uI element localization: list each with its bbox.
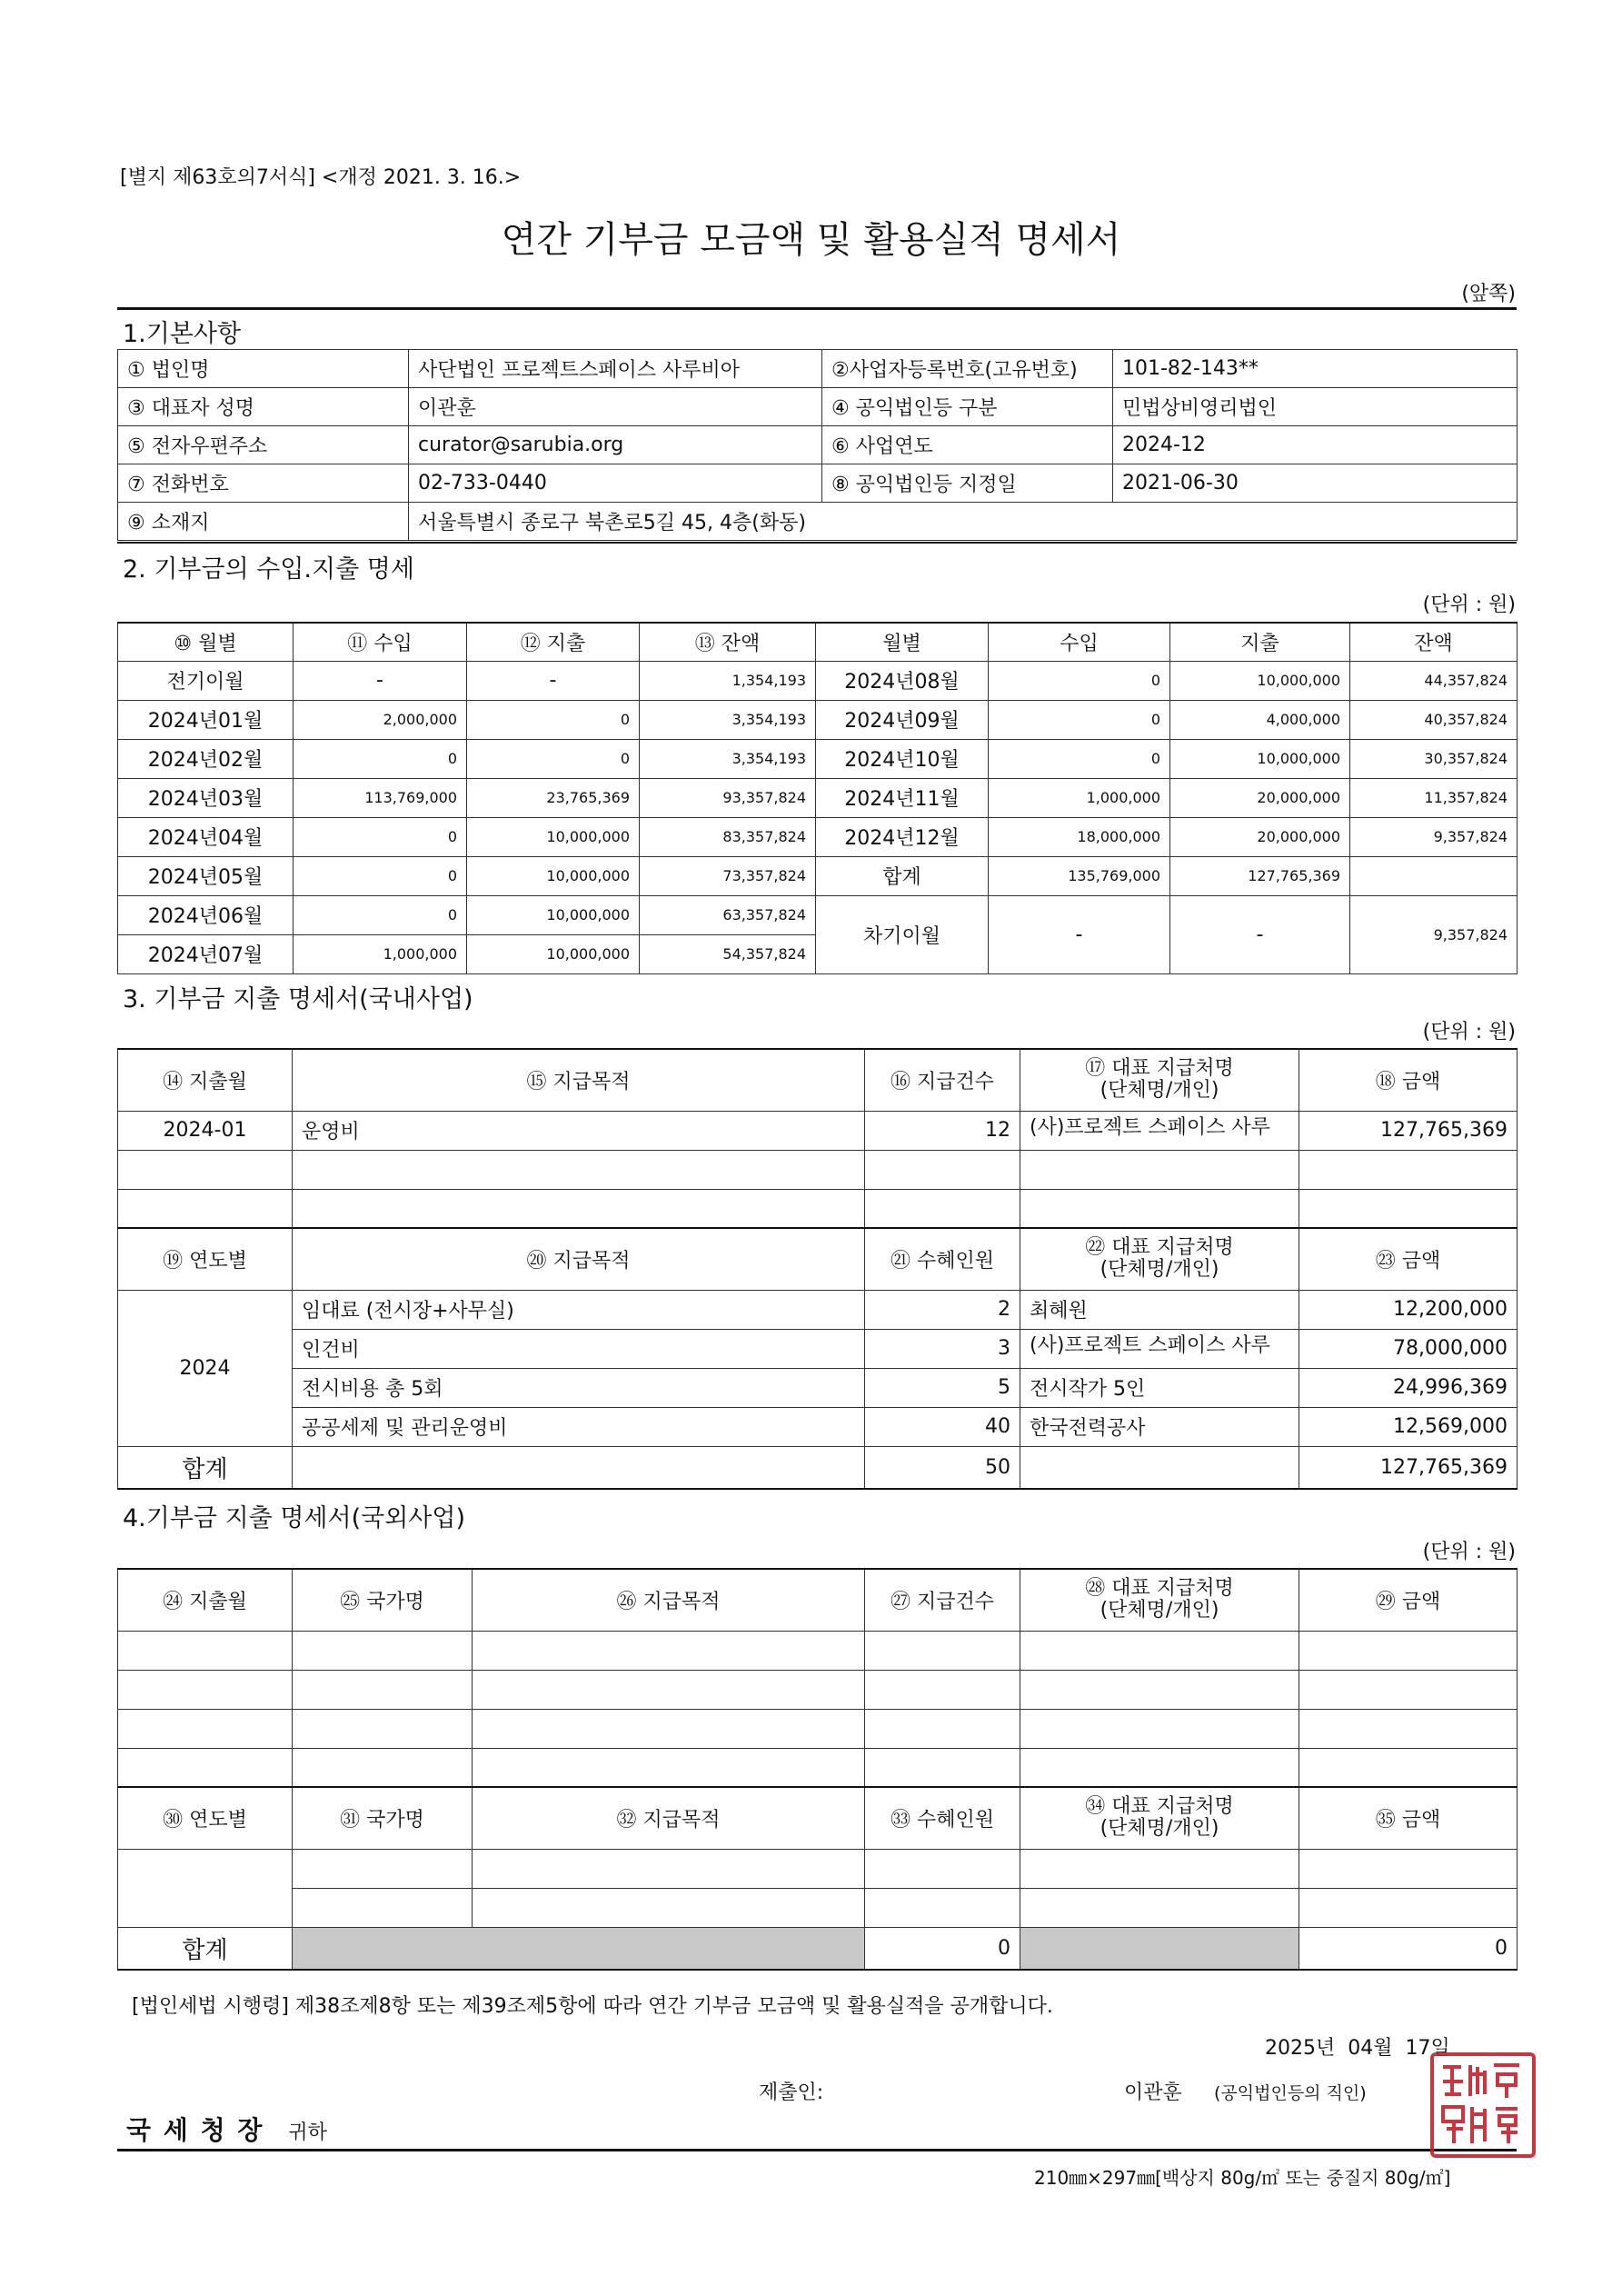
header-purpose: ⑮ 지급목적	[293, 1049, 865, 1111]
month-cell: 2024년03월	[118, 778, 294, 817]
total-label: 합계	[816, 856, 989, 895]
value-biz-no: 101-82-143**	[1113, 350, 1518, 388]
header-purpose: ㉖ 지급목적	[473, 1569, 865, 1631]
section3-title: 3. 기부금 지출 명세서(국내사업)	[123, 985, 473, 1013]
balance-cell: 73,357,824	[640, 856, 816, 895]
section1-title: 1.기본사항	[123, 320, 242, 348]
year-cell: 2024	[118, 1290, 293, 1446]
addressee-suffix: 귀하	[288, 2121, 327, 2144]
total-amount: 0	[1299, 1927, 1518, 1970]
page-side: (앞쪽)	[1461, 283, 1516, 305]
expense-cell: 10,000,000	[467, 934, 640, 973]
income-cell: 0	[294, 817, 467, 856]
income-cell: 0	[294, 895, 467, 934]
paper-spec: 210㎜×297㎜[백상지 80g/㎡ 또는 중질지 80g/㎡]	[1034, 2167, 1451, 2189]
recipient-cell: 최혜원	[1020, 1290, 1299, 1329]
month-cell: 2024년04월	[118, 817, 294, 856]
balance-cell: 3,354,193	[640, 739, 816, 778]
header-purpose-b: ㉜ 지급목적	[473, 1787, 865, 1849]
month-cell: 2024년09월	[816, 700, 989, 739]
recipient-cell: (사)프로젝트 스페이스 사루	[1020, 1329, 1299, 1368]
purpose-cell: 전시비용 총 5회	[293, 1368, 865, 1407]
income-cell: 0	[989, 739, 1170, 778]
header-recipient-line2: (단체명/개인)	[1100, 1079, 1219, 1103]
recipient-cell: (사)프로젝트 스페이스 사루	[1020, 1111, 1299, 1150]
amount-cell: 12,569,000	[1299, 1407, 1518, 1446]
amount-cell: 127,765,369	[1299, 1111, 1518, 1150]
expense-cell: 0	[467, 700, 640, 739]
carry-expense: -	[1170, 895, 1350, 973]
income-cell: 0	[989, 661, 1170, 700]
income-cell: 1,000,000	[294, 934, 467, 973]
expense-cell: 10,000,000	[1170, 739, 1350, 778]
expense-cell: 4,000,000	[1170, 700, 1350, 739]
header-month-2: 월별	[816, 623, 989, 661]
header-recipient-line1: ㉘ 대표 지급처명	[1085, 1577, 1234, 1601]
total-income: 135,769,000	[989, 856, 1170, 895]
month-cell: 2024년07월	[118, 934, 294, 973]
value-corp-type: 민법상비영리법인	[1113, 388, 1518, 426]
value-address: 서울특별시 종로구 북촌로5길 45, 4층(화동)	[409, 503, 1518, 541]
section2-unit: (단위 : 원)	[1422, 594, 1516, 616]
official-seal	[1430, 2052, 1536, 2158]
balance-cell: 9,357,824	[1350, 817, 1518, 856]
foreign-expense-table	[117, 1568, 1518, 1971]
income-cell: 0	[989, 700, 1170, 739]
beneficiaries-cell: 5	[865, 1368, 1020, 1407]
header-amount-b: ㉓ 금액	[1299, 1228, 1518, 1290]
total-amount: 127,765,369	[1299, 1446, 1518, 1489]
purpose-cell: 임대료 (전시장+사무실)	[293, 1290, 865, 1329]
header-recipient-b	[1020, 1787, 1299, 1849]
header-recipient-b-line2: (단체명/개인)	[1100, 1817, 1219, 1841]
header-count: ⑯ 지급건수	[865, 1049, 1020, 1111]
value-fiscal-year: 2024-12	[1113, 426, 1518, 464]
income-cell: 0	[294, 856, 467, 895]
balance-cell: 93,357,824	[640, 778, 816, 817]
section3-unit: (단위 : 원)	[1422, 1021, 1516, 1043]
header-recipient-b	[1020, 1228, 1299, 1290]
value-email: curator@sarubia.org	[409, 426, 822, 464]
header-beneficiaries: ㉝ 수혜인원	[865, 1787, 1020, 1849]
purpose-cell: 공공세제 및 관리운영비	[293, 1407, 865, 1446]
header-beneficiaries: ㉑ 수혜인원	[865, 1228, 1020, 1290]
beneficiaries-cell: 40	[865, 1407, 1020, 1446]
addressee	[126, 2111, 327, 2147]
carry-income: -	[989, 895, 1170, 973]
amount-cell: 78,000,000	[1299, 1329, 1518, 1368]
header-year: ⑲ 연도별	[118, 1228, 293, 1290]
value-phone: 02-733-0440	[409, 464, 822, 503]
header-country-b: ㉛ 국가명	[293, 1787, 473, 1849]
header-recipient-b-line2: (단체명/개인)	[1100, 1258, 1219, 1282]
value-designation-date: 2021-06-30	[1113, 464, 1518, 503]
beneficiaries-cell: 2	[865, 1290, 1020, 1329]
month-cell: 2024년12월	[816, 817, 989, 856]
month-cell: 전기이월	[118, 661, 294, 700]
income-cell: 2,000,000	[294, 700, 467, 739]
header-expense-2: 지출	[1170, 623, 1350, 661]
expense-cell: 10,000,000	[467, 817, 640, 856]
income-cell: 1,000,000	[989, 778, 1170, 817]
purpose-cell: 운영비	[293, 1111, 865, 1150]
gray-cell	[293, 1927, 865, 1970]
gray-cell	[1020, 1927, 1299, 1970]
income-cell: 0	[294, 739, 467, 778]
header-recipient-line2: (단체명/개인)	[1100, 1599, 1219, 1622]
income-cell: 18,000,000	[989, 817, 1170, 856]
carry-balance: 9,357,824	[1350, 895, 1518, 973]
header-amount-b: ㉟ 금액	[1299, 1787, 1518, 1849]
month-cell: 2024년02월	[118, 739, 294, 778]
month-cell: 2024년05월	[118, 856, 294, 895]
disclosure-statement: [법인세법 시행령] 제38조제8항 또는 제39조제5항에 따라 연간 기부금 모금액 및 활용실적을 공개합니다.	[132, 1995, 1053, 2018]
balance-cell: 44,357,824	[1350, 661, 1518, 700]
header-country: ㉕ 국가명	[293, 1569, 473, 1631]
section4-title: 4.기부금 지출 명세서(국외사업)	[123, 1504, 465, 1532]
value-rep-name: 이관훈	[409, 388, 822, 426]
submitter-name: 이관훈	[1124, 2081, 1182, 2104]
submitter-label: 제출인:	[759, 2081, 824, 2104]
label-biz-no: ②사업자등록번호(고유번호)	[822, 350, 1113, 388]
expense-cell: 20,000,000	[1170, 817, 1350, 856]
header-recipient-b-line1: ㉒ 대표 지급처명	[1085, 1236, 1234, 1260]
total-beneficiaries: 50	[865, 1446, 1020, 1489]
expense-cell: 10,000,000	[1170, 661, 1350, 700]
total-expense: 127,765,369	[1170, 856, 1350, 895]
addressee-name: 국 세 청 장	[126, 2115, 264, 2145]
count-cell: 12	[865, 1111, 1020, 1150]
expense-cell: 23,765,369	[467, 778, 640, 817]
income-expense-table	[117, 622, 1518, 974]
label-phone: ⑦ 전화번호	[118, 464, 409, 503]
month-cell: 2024년08월	[816, 661, 989, 700]
domestic-expense-table	[117, 1048, 1518, 1490]
header-recipient	[1020, 1049, 1299, 1111]
value-corp-name: 사단법인 프로젝트스페이스 사루비아	[409, 350, 822, 388]
recipient-cell: 전시작가 5인	[1020, 1368, 1299, 1407]
balance-cell: 40,357,824	[1350, 700, 1518, 739]
header-count: ㉗ 지급건수	[865, 1569, 1020, 1631]
beneficiaries-cell: 3	[865, 1329, 1020, 1368]
total-balance	[1350, 856, 1518, 895]
recipient-cell: 한국전력공사	[1020, 1407, 1299, 1446]
income-cell: 113,769,000	[294, 778, 467, 817]
header-expense-month: ⑭ 지출월	[118, 1049, 293, 1111]
label-email: ⑤ 전자우편주소	[118, 426, 409, 464]
header-balance-2: 잔액	[1350, 623, 1518, 661]
header-year: ㉚ 연도별	[118, 1787, 293, 1849]
expense-cell: -	[467, 661, 640, 700]
total-label: 합계	[118, 1927, 293, 1970]
expense-cell: 0	[467, 739, 640, 778]
label-designation-date: ⑧ 공익법인등 지정일	[822, 464, 1113, 503]
header-expense-month: ㉔ 지출월	[118, 1569, 293, 1631]
carry-label: 차기이월	[816, 895, 989, 973]
page-title: 연간 기부금 모금액 및 활용실적 명세서	[501, 219, 1121, 261]
income-cell: -	[294, 661, 467, 700]
label-rep-name: ③ 대표자 성명	[118, 388, 409, 426]
label-address: ⑨ 소재지	[118, 503, 409, 541]
section2-title: 2. 기부금의 수입.지출 명세	[123, 555, 414, 584]
label-corp-type: ④ 공익법인등 구분	[822, 388, 1113, 426]
month-cell: 2024년06월	[118, 895, 294, 934]
expense-cell: 10,000,000	[467, 895, 640, 934]
month-cell: 2024년10월	[816, 739, 989, 778]
submitter-note: (공익법인등의 직인)	[1214, 2083, 1367, 2103]
expense-cell: 10,000,000	[467, 856, 640, 895]
expense-cell: 20,000,000	[1170, 778, 1350, 817]
balance-cell: 63,357,824	[640, 895, 816, 934]
balance-cell: 54,357,824	[640, 934, 816, 973]
seal-glyphs-icon	[1434, 2056, 1532, 2154]
total-count: 0	[865, 1927, 1020, 1970]
balance-cell: 83,357,824	[640, 817, 816, 856]
header-balance: ⑬ 잔액	[640, 623, 816, 661]
balance-cell: 1,354,193	[640, 661, 816, 700]
header-month: ⑩ 월별	[118, 623, 294, 661]
total-label: 합계	[118, 1446, 293, 1489]
amount-cell: 24,996,369	[1299, 1368, 1518, 1407]
submission-date: 2025년 04월 17일	[1265, 2037, 1450, 2060]
header-purpose-b: ⑳ 지급목적	[293, 1228, 865, 1290]
header-recipient	[1020, 1569, 1299, 1631]
balance-cell: 11,357,824	[1350, 778, 1518, 817]
form-number: [별지 제63호의7서식] <개정 2021. 3. 16.>	[120, 166, 522, 189]
header-amount: ㉙ 금액	[1299, 1569, 1518, 1631]
header-recipient-b-line1: ㉞ 대표 지급처명	[1085, 1795, 1234, 1819]
balance-cell: 30,357,824	[1350, 739, 1518, 778]
basic-info-table	[117, 349, 1518, 541]
header-income-2: 수입	[989, 623, 1170, 661]
header-amount: ⑱ 금액	[1299, 1049, 1518, 1111]
month-cell: 2024년01월	[118, 700, 294, 739]
expense-month-cell: 2024-01	[118, 1111, 293, 1150]
purpose-cell: 인건비	[293, 1329, 865, 1368]
label-corp-name: ① 법인명	[118, 350, 409, 388]
amount-cell: 12,200,000	[1299, 1290, 1518, 1329]
month-cell: 2024년11월	[816, 778, 989, 817]
header-expense: ⑫ 지출	[467, 623, 640, 661]
label-fiscal-year: ⑥ 사업연도	[822, 426, 1113, 464]
header-income: ⑪ 수입	[294, 623, 467, 661]
balance-cell: 3,354,193	[640, 700, 816, 739]
header-recipient-line1: ⑰ 대표 지급처명	[1085, 1057, 1234, 1081]
section4-unit: (단위 : 원)	[1422, 1541, 1516, 1563]
